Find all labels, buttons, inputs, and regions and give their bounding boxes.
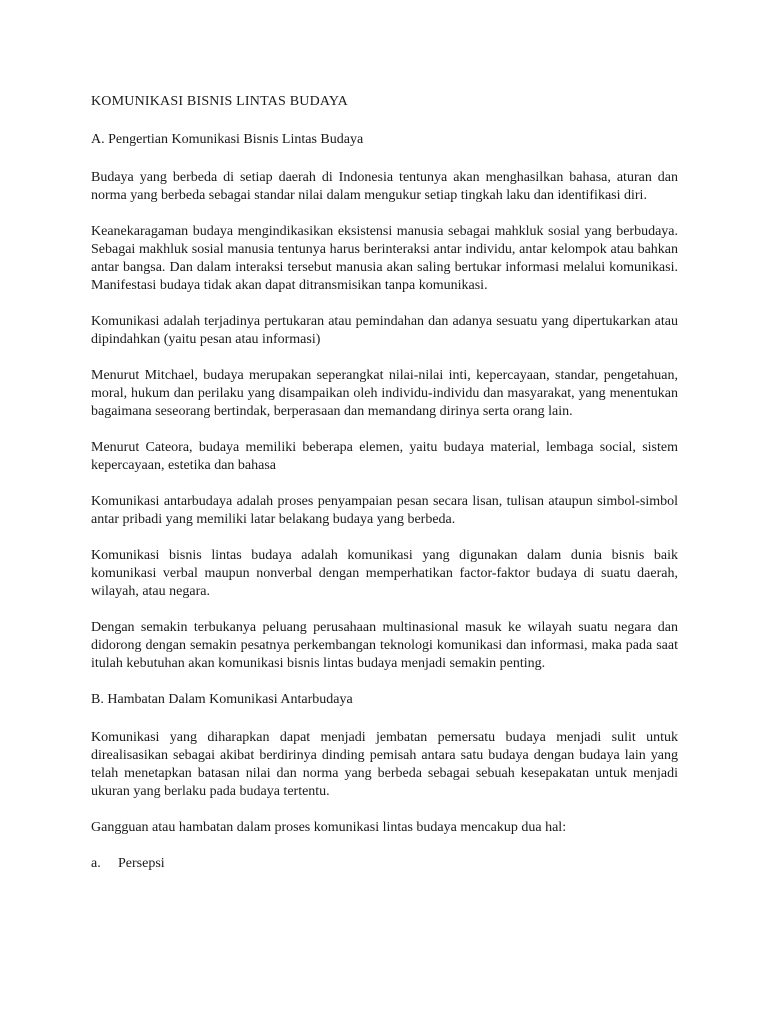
paragraph: Menurut Cateora, budaya memiliki beberapa elemen, yaitu budaya material, lembaga social, sistem kepercayaan, estetika dan bahasa	[91, 440, 678, 473]
document-page	[91, 93, 678, 873]
section-b-heading: B. Hambatan Dalam Komunikasi Antarbudaya	[91, 692, 353, 707]
document-title: KOMUNIKASI BISNIS LINTAS BUDAYA	[91, 94, 348, 109]
list-item	[91, 855, 678, 873]
paragraph: Keanekaragaman budaya mengindikasikan eksistensi manusia sebagai mahkluk sosial yang berbudaya. Sebagai makhluk sosial manusia tentunya harus berinteraksi antar individu, antar kelompok atau bahkan antar bangsa. Dan dalam interaksi tersebut manusia akan saling bertukar informasi melalui komunikasi. Manifestasi budaya tidak akan dapat ditransmisikan tanpa komunikasi.	[91, 224, 678, 293]
paragraph: Dengan semakin terbukanya peluang perusahaan multinasional masuk ke wilayah suatu negara dan didorong dengan semakin pesatnya perkembangan teknologi komunikasi dan informasi, maka pada saat itulah kebutuhan akan komunikasi bisnis lintas budaya menjadi semakin penting.	[91, 620, 678, 671]
paragraph: Komunikasi yang diharapkan dapat menjadi jembatan pemersatu budaya menjadi sulit untuk direalisasikan sebagai akibat berdirinya dinding pemisah antara satu budaya dengan budaya lain yang telah menetapkan batasan nilai dan norma yang berbeda sebagai sebuah kesepakatan untuk menjadi ukuran yang berlaku pada budaya tertentu.	[91, 730, 678, 799]
list-marker: a.	[91, 856, 101, 871]
paragraph: Menurut Mitchael, budaya merupakan seperangkat nilai-nilai inti, kepercayaan, standar, pengetahuan, moral, hukum dan perilaku yang disampaikan oleh individu-individu dan masyarakat, yang menentukan bagaimana seseorang bertindak, berperasaan dan memandang dirinya serta orang lain.	[91, 368, 678, 419]
paragraph: Komunikasi antarbudaya adalah proses penyampaian pesan secara lisan, tulisan ataupun simbol-simbol antar pribadi yang memiliki latar belakang budaya yang berbeda.	[91, 494, 678, 527]
paragraph: Komunikasi bisnis lintas budaya adalah komunikasi yang digunakan dalam dunia bisnis baik komunikasi verbal maupun nonverbal dengan memperhatikan factor-faktor budaya di suatu daerah, wilayah, atau negara.	[91, 548, 678, 599]
section-a-heading: A. Pengertian Komunikasi Bisnis Lintas Budaya	[91, 132, 364, 147]
paragraph: Gangguan atau hambatan dalam proses komunikasi lintas budaya mencakup dua hal:	[91, 820, 567, 835]
list-item-text: Persepsi	[118, 856, 165, 871]
paragraph: Komunikasi adalah terjadinya pertukaran atau pemindahan dan adanya sesuatu yang dipertukarkan atau dipindahkan (yaitu pesan atau informasi)	[91, 314, 678, 347]
paragraph: Budaya yang berbeda di setiap daerah di Indonesia tentunya akan menghasilkan bahasa, aturan dan norma yang berbeda sebagai standar nilai dalam mengukur setiap tingkah laku dan identifikasi diri.	[91, 170, 678, 203]
